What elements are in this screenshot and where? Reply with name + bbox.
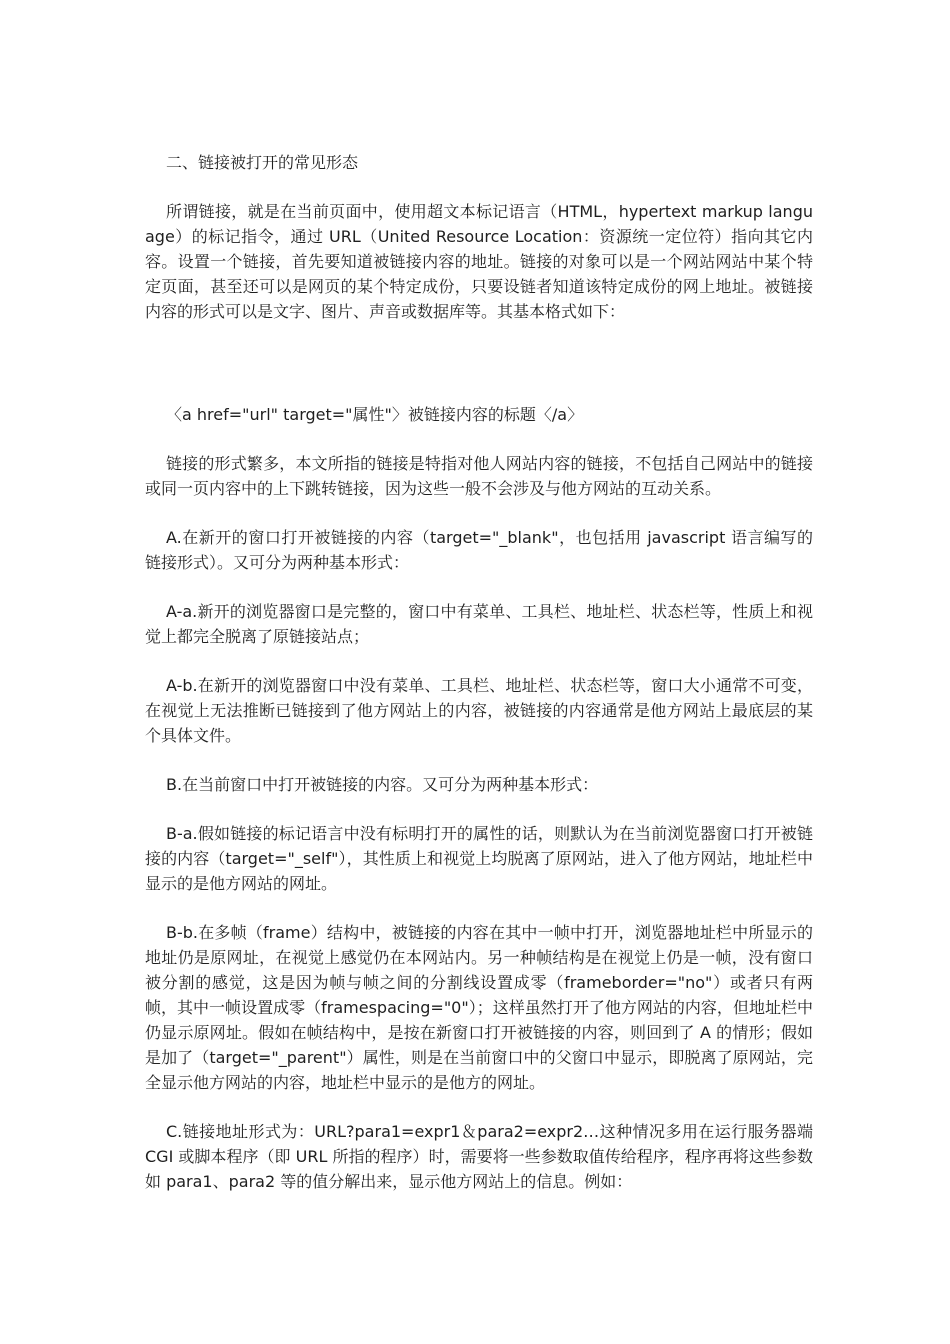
paragraph-form-b: B.在当前窗口中打开被链接的内容。又可分为两种基本形式： (166, 775, 599, 794)
document-body (145, 150, 813, 1194)
paragraph-form-a-a: A-a.新开的浏览器窗口是完整的，窗口中有菜单、工具栏、地址栏、状态栏等，性质上和视觉上都完全脱离了原链接站点； (145, 602, 813, 646)
paragraph-form-a-b: A-b.在新开的浏览器窗口中没有菜单、工具栏、地址栏、状态栏等，窗口大小通常不可变，在视觉上无法推断已链接到了他方网站上的内容，被链接的内容通常是他方网站上最底层的某个具体文件。 (145, 676, 813, 745)
paragraph-form-a: A.在新开的窗口打开被链接的内容（target="_blank"，也包括用 javascript 语言编写的链接形式）。又可分为两种基本形式： (145, 528, 813, 572)
paragraph-form-c: C.链接地址形式为：URL?para1=expr1＆para2=expr2…这种情况多用在运行服务器端 CGI 或脚本程序（即 URL 所指的程序）时，需要将一些参数取值传给程序，程序再将这些参数如 para1、para2 等的值分解出来，显示他方网站上的信息。例如： (145, 1122, 813, 1191)
paragraph-form-b-a: B-a.假如链接的标记语言中没有标明打开的属性的话，则默认为在当前浏览器窗口打开被链接的内容（target="_self"），其性质上和视觉上均脱离了原网站，进入了他方网站，地址栏中显示的是他方网站的网址。 (145, 824, 813, 893)
paragraph-link-scope: 链接的形式繁多，本文所指的链接是特指对他人网站内容的链接，不包括自己网站中的链接或同一页内容中的上下跳转链接，因为这些一般不会涉及与他方网站的互动关系。 (145, 454, 813, 498)
paragraph-link-definition: 所谓链接，就是在当前页面中，使用超文本标记语言（HTML，hypertext markup language）的标记指令，通过 URL（United Resource Location：资源统一定位符）指向其它内容。设置一个链接，首先要知道被链接内容的地址。链接的对象可以是一个网站网站中某个特定页面，甚至还可以是网页的某个特定成份，只要设链者知道该特定成份的网上地址。被链接内容的形式可以是文字、图片、声音或数据库等。其基本格式如下： (145, 202, 813, 321)
section-heading: 二、链接被打开的常见形态 (166, 153, 359, 172)
paragraph-link-format: 〈a href="url" target="属性"〉被链接内容的标题〈/a〉 (166, 405, 584, 424)
paragraph-form-b-b: B-b.在多帧（frame）结构中，被链接的内容在其中一帧中打开，浏览器地址栏中所显示的地址仍是原网址，在视觉上感觉仍在本网站内。另一种帧结构是在视觉上仍是一帧，没有窗口被分割的感觉，这是因为帧与帧之间的分割线设置成零（frameborder="no"）或者只有两帧，其中一帧设置成零（framespacing="0"）；这样虽然打开了他方网站的内容，但地址栏中仍显示原网址。假如在帧结构中，是按在新窗口打开被链接的内容，则回到了 A 的情形；假如是加了（target="_parent"）属性，则是在当前窗口中的父窗口中显示，即脱离了原网站，完全显示他方网站的内容，地址栏中显示的是他方的网址。 (145, 923, 813, 1092)
